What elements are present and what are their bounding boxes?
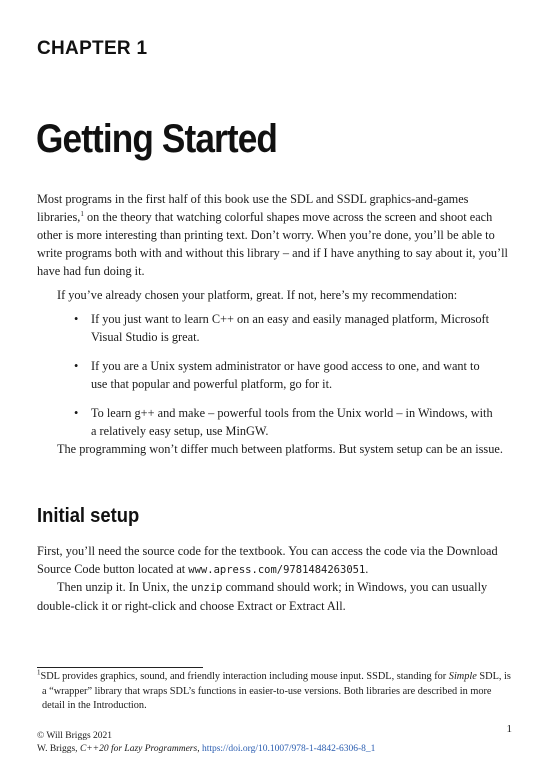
unzip-text-b: command should work; in Windows, you can usually double-click it or right-click and choose Extract or Extract All. <box>37 580 488 613</box>
footnote-emphasis: Simple <box>448 671 477 682</box>
list-item: • To learn g++ and make – powerful tools from the Unix world – in Windows, with a relatively easy setup, use MinGW. <box>74 404 494 440</box>
unzip-command: unzip <box>190 582 223 594</box>
list-item: • If you just want to learn C++ on an easy and easily managed platform, Microsoft Visual Studio is great. <box>74 310 494 346</box>
footnote <box>37 670 516 714</box>
copyright: © Will Briggs 2021 <box>37 731 113 741</box>
footnote-text-b: SDL, is a “wrapper” library that wraps SDL’s functions in easier-to-use versions. Both libraries are described in more detail in the Introduction. <box>42 671 511 711</box>
chapter-label: CHAPTER 1 <box>37 38 148 59</box>
citation-separator: , <box>197 744 202 754</box>
platform-paragraph: The programming won’t differ much between platforms. But system setup can be an issue. <box>57 442 503 456</box>
citation <box>37 743 375 756</box>
doi-link[interactable]: https://doi.org/10.1007/978-1-4842-6306-8_1 <box>201 744 376 754</box>
recommendation-paragraph: If you’ve already chosen your platform, great. If not, here’s my recommendation: <box>57 288 458 302</box>
citation-book-title: C++20 for Lazy Programmers <box>79 744 198 754</box>
intro-paragraph-text-a: Most programs in the first half of this book use the SDL and SSDL graphics-and-games libraries, <box>37 192 469 224</box>
platform-list <box>74 310 494 451</box>
unzip-text-a: Then unzip it. In Unix, the <box>57 580 191 594</box>
footnote-marker: 1 <box>37 668 41 677</box>
citation-author: W. Briggs, <box>37 744 80 754</box>
source-code-link[interactable]: www.apress.com/9781484263051 <box>188 564 366 576</box>
footnote-divider <box>37 667 203 668</box>
source-code-text-a: First, you’ll need the source code for the textbook. You can access the code via the Download Source Code button located at <box>37 544 498 576</box>
source-code-paragraph <box>37 542 511 579</box>
intro-paragraph <box>37 190 511 280</box>
intro-paragraph-text-b: on the theory that watching colorful shapes move across the screen and shoot each other is more interesting than printing text. Don’t worry. When you’re done, you’ll be able to write programs both with and without this library – and if I have anything to say about it, you’ll have had fun doing it. <box>37 210 508 278</box>
footnote-text-a: SDL provides graphics, sound, and friendly interaction including mouse input. SSDL, standing for <box>40 671 449 682</box>
section-heading: Initial setup <box>37 505 140 527</box>
footnote-reference[interactable]: 1 <box>80 209 84 218</box>
source-code-text-b: . <box>365 562 369 576</box>
page-number: 1 <box>506 723 512 735</box>
chapter-title: Getting Started <box>36 117 278 161</box>
unzip-paragraph <box>37 578 511 615</box>
list-item: • If you are a Unix system administrator or have good access to one, and want to use that popular and powerful platform, go for it. <box>74 357 494 393</box>
